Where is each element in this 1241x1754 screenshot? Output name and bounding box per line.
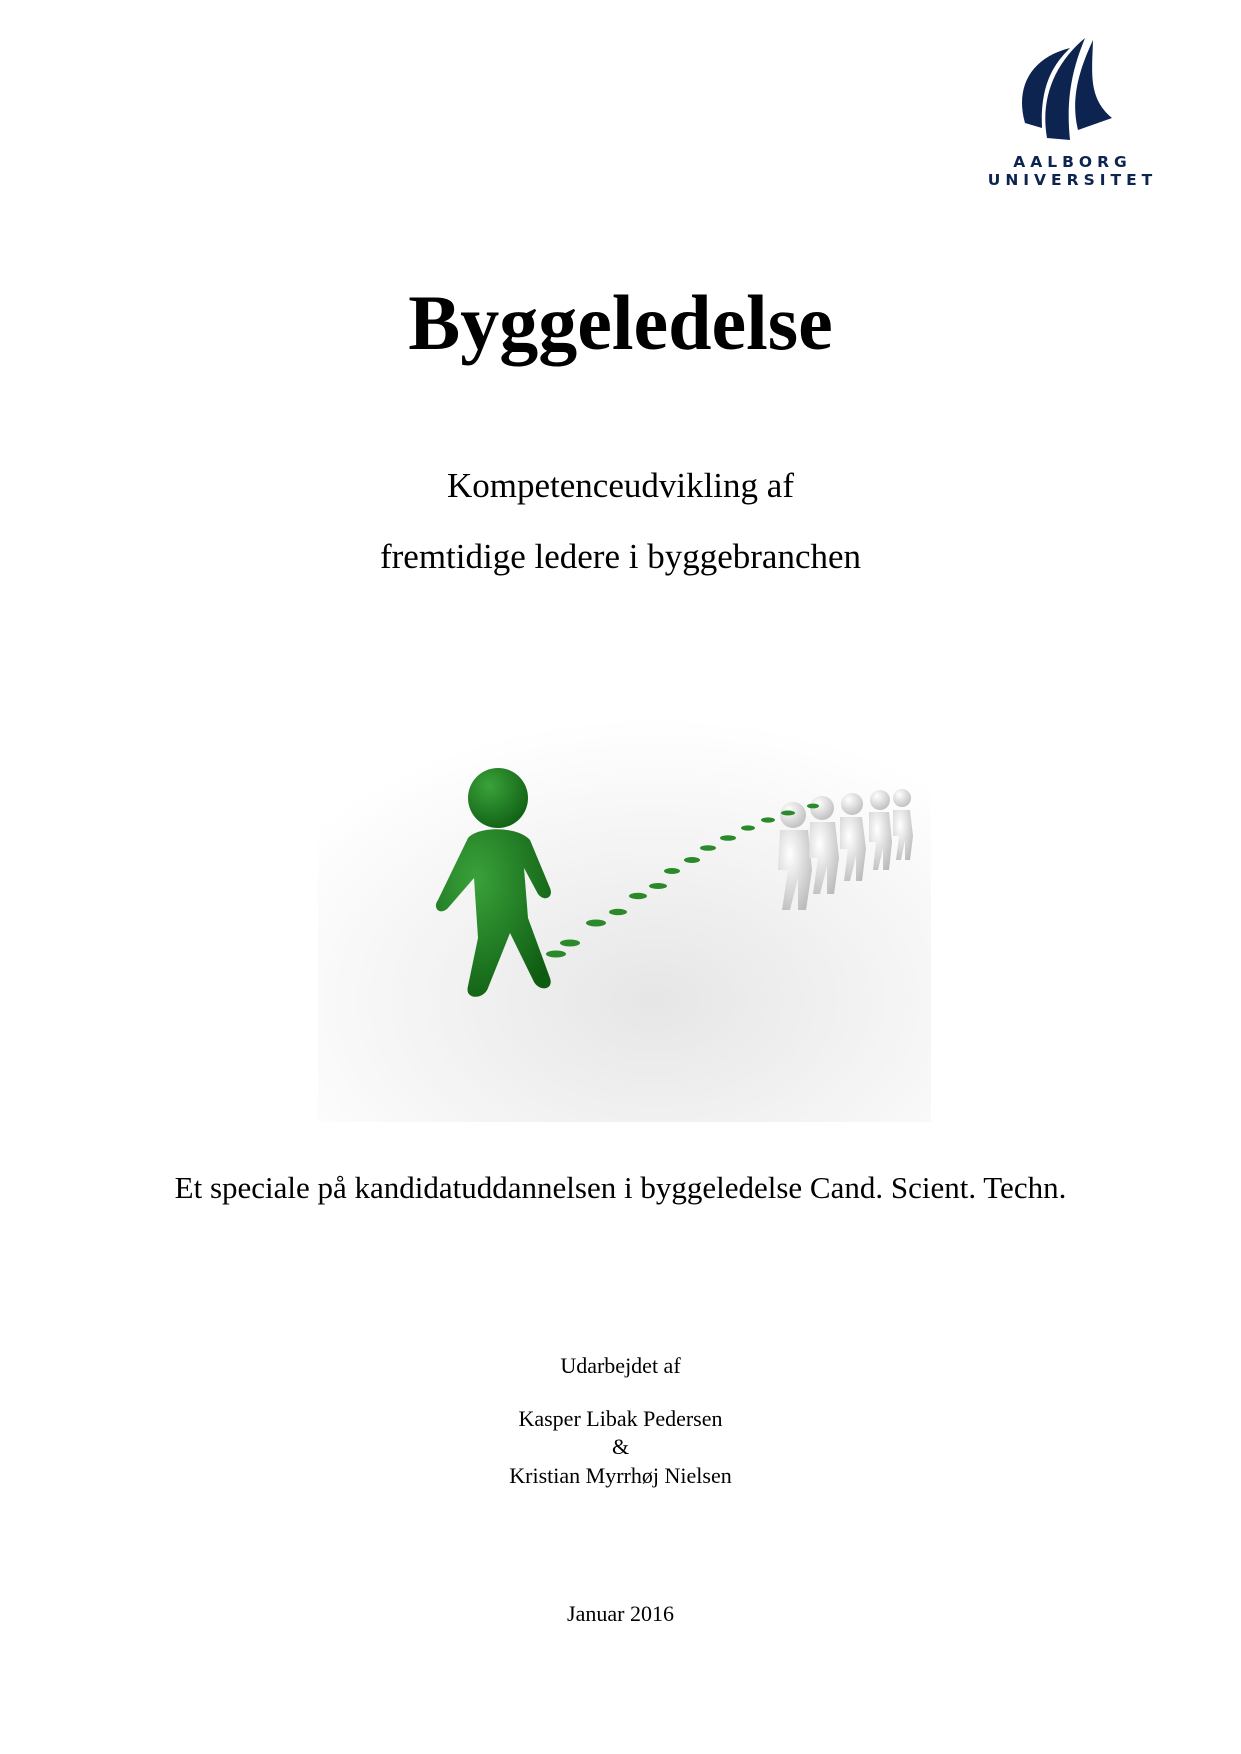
- subtitle-line-2: fremtidige ledere i byggebranchen: [379, 537, 862, 576]
- subtitle-line-1: Kompetenceudvikling af: [447, 466, 794, 505]
- document-date: Januar 2016: [567, 1601, 674, 1626]
- author-1: Kasper Libak Pedersen: [518, 1406, 723, 1431]
- document-title: Byggeledelse: [408, 279, 833, 366]
- floor-shadow: [318, 718, 931, 1122]
- prepared-by-label: Udarbejdet af: [560, 1353, 681, 1378]
- author-2: Kristian Myrrhøj Nielsen: [509, 1463, 732, 1488]
- thesis-description: Et speciale på kandidatuddannelsen i byggeledelse Cand. Scient. Techn.: [174, 1170, 1067, 1205]
- author-separator: &: [611, 1434, 630, 1459]
- logo-wordmark: AALBORG UNIVERSITET: [987, 153, 1158, 189]
- leader-illustration: [318, 718, 931, 1122]
